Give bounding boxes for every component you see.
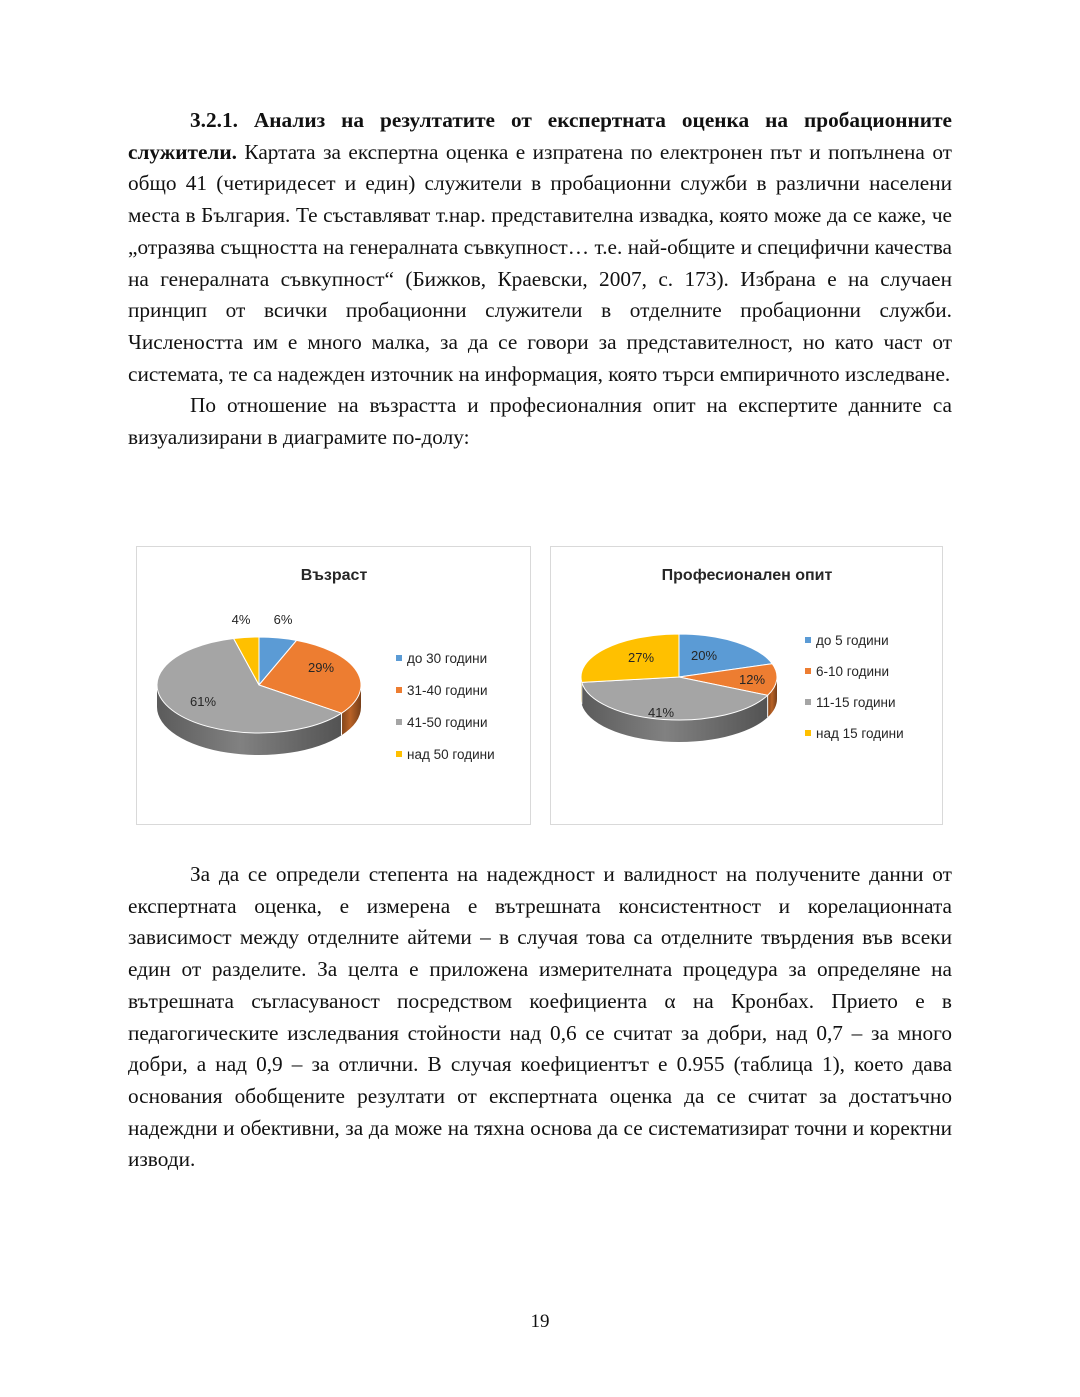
age-legend-swatch-41-50 (396, 719, 402, 725)
age-legend-label-41-50: 41-50 години (407, 715, 488, 730)
exp-legend-swatch-15 (805, 730, 811, 736)
page-number: 19 (530, 1311, 550, 1332)
age-pie-top (157, 637, 361, 733)
paragraph-intro-text: Картата за експертна оценка е изпратена по електронен път и попълнена от общо 41 (четиридесет и един) служители в пробационни служби в различни населени места в България. Те съставляват т.нар. представителна извадка, която може да се каже, че „отразява същността на генералната съвкупност… т.е. най-общите и специфични качества на генералната съвкупност“ (Бижков, Краевски, 2007, с. 173). Избрана е на случаен принцип от всички пробационни служители в отделните пробационни служби. Числеността им е много малка, за да се говори за представителност, но като част от системата, те са надежден източник на информация, която търси емпиричното изследване. (128, 139, 952, 386)
age-title: Възраст (300, 567, 368, 584)
age-data-label-30: 6% (273, 612, 293, 627)
exp-legend-swatch-11-15 (805, 699, 811, 705)
exp-data-label-15: 27% (627, 650, 655, 665)
age-legend-label-31-40: 31-40 години (407, 683, 488, 698)
paragraph-intro (128, 105, 952, 390)
chart-experience (550, 546, 943, 825)
text-block-top (128, 105, 952, 454)
age-legend-label-50: над 50 години (407, 747, 495, 762)
chart-age (136, 546, 531, 825)
paragraph-charts-intro: По отношение на възрастта и професионалния опит на експертите данните са визуализирани в диаграмите по-долу: (128, 393, 952, 450)
exp-data-label-11-15: 41% (647, 705, 675, 720)
age-data-label-31-40: 29% (307, 660, 335, 675)
exp-legend-swatch-6-10 (805, 668, 811, 674)
chart-experience-svg (551, 547, 942, 824)
exp-title: Професионален опит (661, 567, 833, 584)
text-block-bottom (128, 859, 952, 1176)
section-heading: 3.2.1. Анализ на резултатите от експертната оценка на пробационните служители. (128, 108, 952, 164)
chart-age-svg (137, 547, 530, 824)
exp-legend-label-5: до 5 години (816, 633, 889, 648)
age-legend-label-30: до 30 години (407, 651, 488, 666)
exp-data-label-5: 20% (690, 648, 718, 663)
age-legend-swatch-50 (396, 751, 402, 757)
age-legend-swatch-30 (396, 655, 402, 661)
age-data-label-41-50: 61% (189, 694, 217, 709)
exp-legend-label-11-15: 11-15 години (816, 695, 896, 710)
paragraph-reliability: За да се определи степента на надеждност и валидност на получените данни от експертната оценка, е измерена е вътрешната консистентност и корелационната зависимост между отделните айтеми – в случая това са отделните твърдения във всеки един от разделите. За целта е приложена измерителната процедура за определяне на вътрешната съгласуваност посредством коефициента α на Кронбах. Прието е в педагогическите изследвания стойности над 0,6 се считат за добри, над 0,7 – за много добри, а над 0,9 – за отлични. В случая коефициентът е 0.955 (таблица 1), което дава основания обобщените резултати от експертната оценка да се считат за достатъчно надеждни и обективни, за да може на тяхна основа да се систематизират точни и коректни изводи. (128, 862, 952, 1172)
age-data-label-50: 4% (231, 612, 251, 627)
age-legend-swatch-31-40 (396, 687, 402, 693)
exp-legend-swatch-5 (805, 637, 811, 643)
exp-data-label-6-10: 12% (738, 672, 766, 687)
exp-legend-label-6-10: 6-10 години (816, 664, 890, 679)
exp-legend-label-15: над 15 години (816, 726, 904, 741)
